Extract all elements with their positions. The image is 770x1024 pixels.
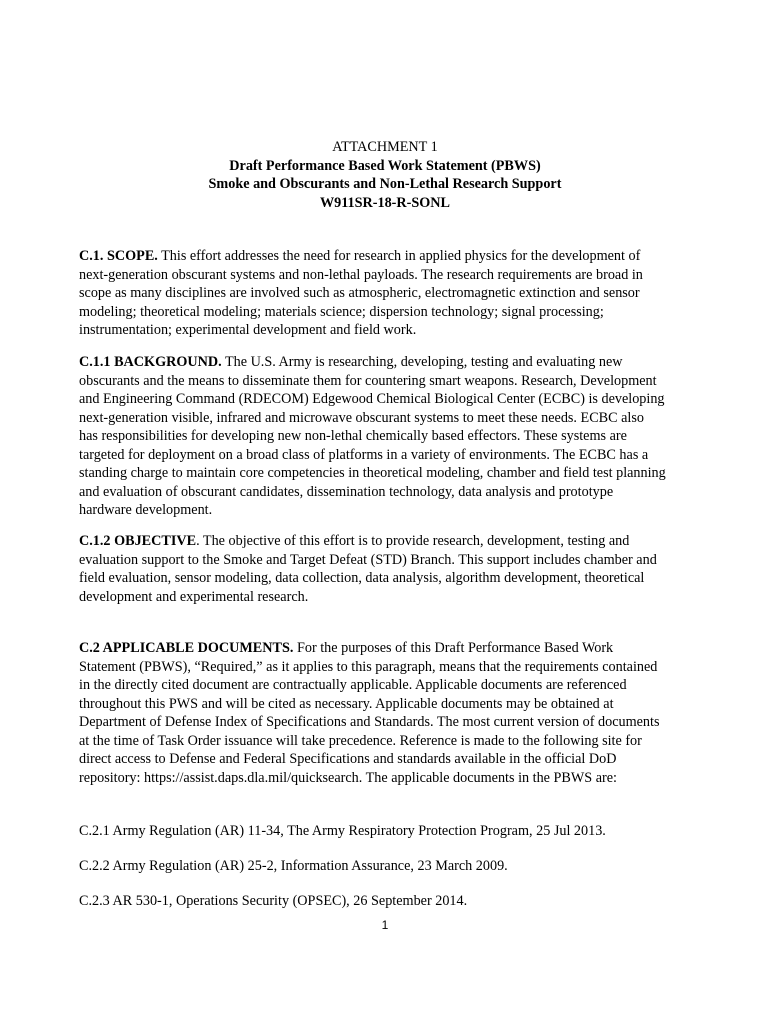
section-text-line: Department of Defense Index of Specifications and Standards. The most current version of documents (79, 714, 660, 730)
attachment-label: ATTACHMENT 1 (332, 139, 438, 155)
section-text-line: standing charge to maintain core competencies in theoretical modeling, chamber and field test planning (79, 465, 666, 481)
section-text-line: instrumentation; experimental development and field work. (79, 322, 417, 338)
document-title: Draft Performance Based Work Statement (PBWS) (229, 157, 541, 174)
document-header (0, 138, 770, 212)
solicitation-number: W911SR-18-R-SONL (319, 194, 451, 211)
section-scope (79, 247, 719, 340)
section-text-line: obscurants and the means to disseminate them for countering smart weapons. Research, Development (79, 372, 657, 389)
section-text-line: development and experimental research. (79, 588, 309, 605)
section-text-line: and Engineering Command (RDECOM) Edgewood Chemical Biological Center (ECBC) is developing (79, 391, 665, 407)
section-text-line: The U.S. Army is researching, developing, testing and evaluating new (221, 354, 623, 370)
section-text-line: and evaluation of obscurant candidates, dissemination technology, data analysis and prototype (79, 483, 614, 500)
section-heading: C.1. SCOPE. (79, 248, 158, 264)
section-heading: C.2 APPLICABLE DOCUMENTS. (79, 640, 294, 656)
section-applicable-documents (79, 639, 719, 787)
section-text-line: next-generation visible, infrared and microwave obscurant systems to meet these needs. ECBC also (79, 409, 644, 426)
reference-text: C.2.3 AR 530-1, Operations Security (OPSEC), 26 September 2014. (79, 893, 468, 909)
reference-item (79, 822, 719, 841)
section-text-line: . The objective of this effort is to provide research, development, testing and (196, 533, 630, 549)
section-text-line: This effort addresses the need for research in applied physics for the development of (157, 248, 641, 264)
section-text-line: field evaluation, sensor modeling, data collection, data analysis, algorithm development, theoretical (79, 570, 645, 586)
document-subtitle: Smoke and Obscurants and Non-Lethal Research Support (208, 176, 562, 192)
section-text-line: throughout this PWS and will be cited as necessary. Applicable documents may be obtained at (79, 695, 614, 712)
section-text-line: Statement (PBWS), “Required,” as it applies to this paragraph, means that the requirements contained (79, 658, 658, 675)
reference-text: C.2.1 Army Regulation (AR) 11-34, The Army Respiratory Protection Program, 25 Jul 2013. (79, 823, 606, 839)
section-text-line: has responsibilities for developing new non-lethal chemically based effectors. These systems are (79, 428, 627, 444)
reference-item (79, 857, 719, 876)
section-text-line: scope as many disciplines are involved such as atmospheric, electromagnetic extinction and sensor (79, 285, 640, 301)
section-objective (79, 532, 719, 606)
section-text-line: targeted for deployment on a broad class of platforms in a variety of environments. The ECBC has a (79, 446, 649, 463)
section-text-line: in the directly cited document are contractually applicable. Applicable documents are referenced (79, 677, 627, 693)
section-text-line: at the time of Task Order issuance will take precedence. Reference is made to the following site for (79, 732, 642, 749)
reference-item (79, 892, 719, 911)
section-text-line: modeling; theoretical modeling; materials science; dispersion technology; signal processing; (79, 303, 604, 320)
section-text-line: For the purposes of this Draft Performance Based Work (293, 640, 614, 656)
section-text-line: next-generation obscurant systems and non-lethal payloads. The research requirements are broad in (79, 266, 643, 283)
section-text-line: hardware development. (79, 502, 213, 518)
page-number: 1 (381, 918, 389, 932)
section-text-line: evaluation support to the Smoke and Target Defeat (STD) Branch. This support includes chamber and (79, 551, 657, 568)
reference-text: C.2.2 Army Regulation (AR) 25-2, Information Assurance, 23 March 2009. (79, 858, 508, 874)
section-heading: C.1.1 BACKGROUND. (79, 354, 222, 370)
section-text-line: direct access to Defense and Federal Specifications and standards available in the official DoD (79, 751, 617, 767)
section-heading: C.1.2 OBJECTIVE (79, 533, 197, 549)
section-text-line: repository: https://assist.daps.dla.mil/quicksearch. The applicable documents in the PBWS are: (79, 769, 617, 786)
section-background (79, 353, 719, 520)
